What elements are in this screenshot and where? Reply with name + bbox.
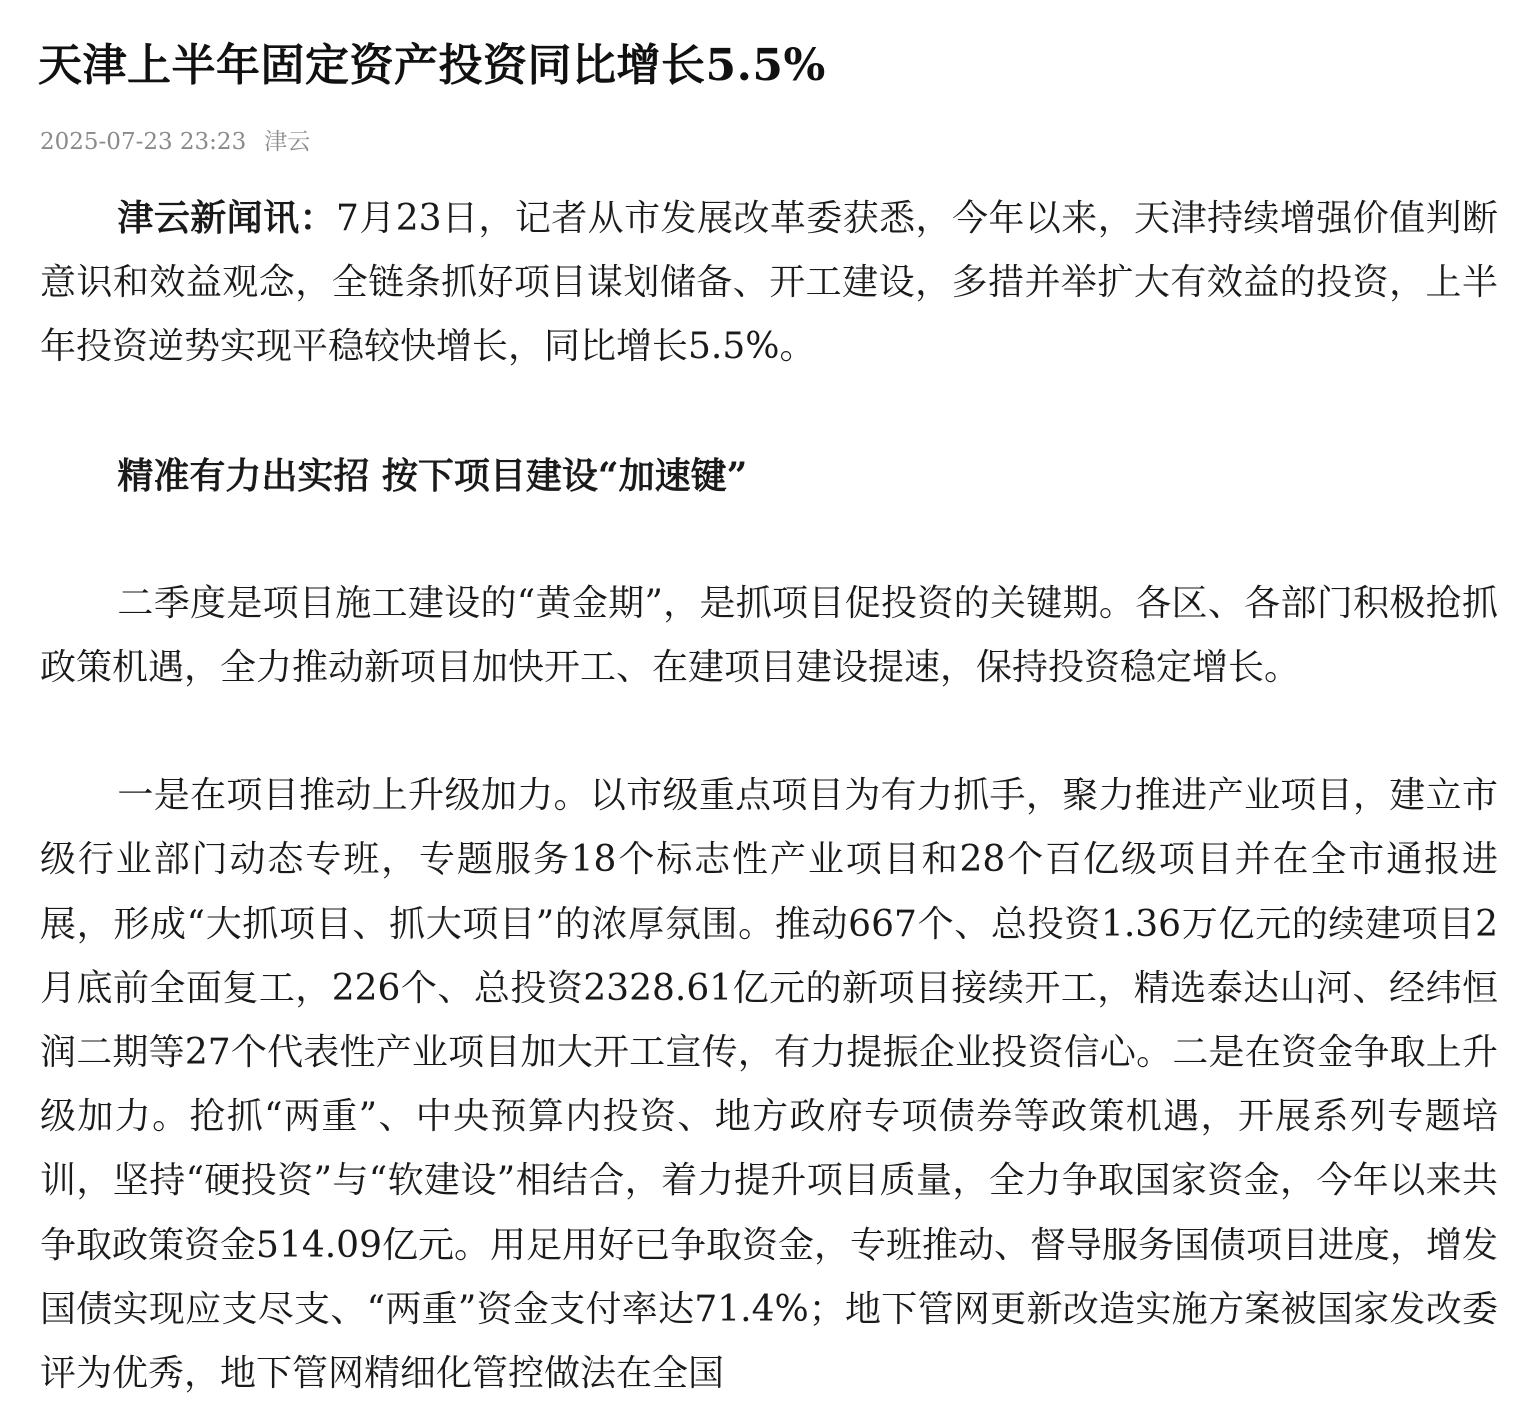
section-subheading: 精准有力出实招 按下项目建设“加速键” bbox=[117, 454, 748, 497]
lead-tag: 津云新闻讯： bbox=[117, 197, 336, 239]
article-meta bbox=[40, 126, 310, 158]
article-body bbox=[40, 186, 1498, 1406]
lead-paragraph bbox=[40, 186, 1498, 380]
article-source: 津云 bbox=[264, 129, 311, 155]
publish-date: 2025-07-23 23:23 bbox=[40, 129, 247, 155]
lead-text: 7月23日，记者从市发展改革委获悉，今年以来，天津持续增强价值判断意识和效益观念，全链条抓好项目谋划储备、开工建设，多措并举扩大有效益的投资，上半年投资逆势实现平稳较快增长，同比增长5.5%。 bbox=[40, 198, 1498, 368]
body-paragraph-3: 一是在项目推动上升级加力。以市级重点项目为有力抓手，聚力推进产业项目，建立市级行业部门动态专班，专题服务18个标志性产业项目和28个百亿级项目并在全市通报进展，形成“大抓项目、抓大项目”的浓厚氛围。推动667个、总投资1.36万亿元的续建项目2月底前全面复工，226个、总投资2328.61亿元的新项目接续开工，精选泰达山河、经纬恒润二期等27个代表性产业项目加大开工宣传，有力提振企业投资信心。二是在资金争取上升级加力。抢抓“两重”、中央预算内投资、地方政府专项债券等政策机遇，开展系列专题培训，坚持“硬投资”与“软建设”相结合，着力提升项目质量，全力争取国家资金，今年以来共争取政策资金514.09亿元。用足用好已争取资金，专班推动、督导服务国债项目进度，增发国债实现应支尽支、“两重”资金支付率达71.4%；地下管网更新改造实施方案被国家发改委评为优秀，地下管网精细化管控做法在全国 bbox=[40, 775, 1498, 1395]
article-title: 天津上半年固定资产投资同比增长5.5% bbox=[38, 40, 826, 91]
body-paragraph-2: 二季度是项目施工建设的“黄金期”，是抓项目促投资的关键期。各区、各部门积极抢抓政策机遇，全力推动新项目加快开工、在建项目建设提速，保持投资稳定增长。 bbox=[40, 582, 1498, 689]
